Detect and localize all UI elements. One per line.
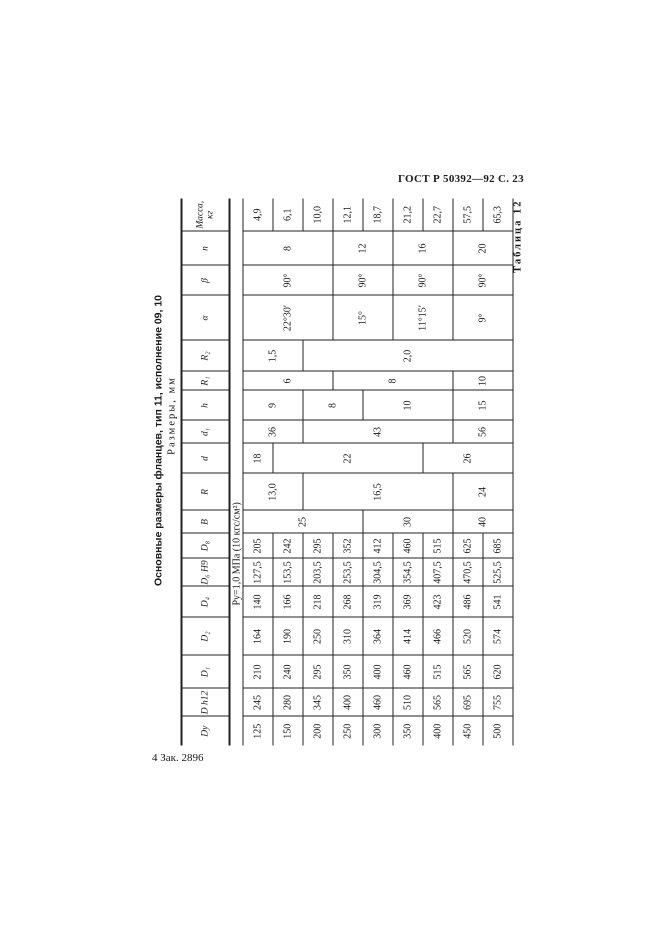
table-cell: 460: [393, 655, 423, 688]
table-cell: 125: [243, 716, 273, 745]
merged-cell: 56: [453, 420, 513, 443]
table-cell: 407,5: [423, 558, 453, 586]
merged-cell: 12: [333, 231, 393, 265]
merged-cell: 18: [243, 443, 273, 473]
rotated-table-block: [150, 195, 525, 745]
table-cell: 510: [393, 688, 423, 716]
table-cell: 515: [423, 533, 453, 558]
table-cell: 245: [243, 688, 273, 716]
table-label: Таблица 12: [512, 199, 523, 273]
merged-cell: 90°: [243, 265, 333, 295]
mass-cell: 10,0: [303, 198, 333, 231]
merged-cell: 1,5: [243, 340, 303, 371]
merged-cell: 9°: [453, 295, 513, 340]
header-row: [181, 198, 229, 745]
column-header: α: [181, 295, 229, 340]
table-cell: 304,5: [363, 558, 393, 586]
table-cell: 268: [333, 586, 363, 617]
column-header: R: [181, 473, 229, 510]
column-header: Масса, кг: [181, 198, 229, 231]
table-cell: 210: [243, 655, 273, 688]
table-cell: 242: [273, 533, 303, 558]
table-cell: 150: [273, 716, 303, 745]
table-cell: 310: [333, 617, 363, 655]
merged-cell: 40: [453, 510, 513, 533]
merged-cell: 2,0: [303, 340, 513, 371]
merged-cell: 10: [453, 371, 513, 390]
table-cell: 250: [333, 716, 363, 745]
column-header: D h12: [181, 688, 229, 716]
table-cell: 470,5: [453, 558, 483, 586]
table-cell: 164: [243, 617, 273, 655]
page-header: ГОСТ Р 50392—92 С. 23: [398, 173, 524, 185]
column-header: D₂: [181, 617, 229, 655]
column-header: Dу: [181, 716, 229, 745]
mass-cell: 21,2: [393, 198, 423, 231]
merged-cell: 11°15′: [393, 295, 453, 340]
table-cell: 127,5: [243, 558, 273, 586]
column-header: D₆ H9: [181, 558, 229, 586]
table-title: Основные размеры фланцев, тип 11, исполнение 09, 10: [152, 294, 164, 586]
column-header: β: [181, 265, 229, 295]
table-cell: 280: [273, 688, 303, 716]
table-cell: 520: [453, 617, 483, 655]
table-cell: 500: [483, 716, 513, 745]
footer-note: 4 Зак. 2896: [152, 752, 204, 764]
column-header: R₂: [181, 340, 229, 371]
column-header: B: [181, 510, 229, 533]
merged-cell: 30: [363, 510, 453, 533]
table-cell: 369: [393, 586, 423, 617]
mass-cell: 65,3: [483, 198, 513, 231]
table-cell: 565: [453, 655, 483, 688]
table-cell: 253,5: [333, 558, 363, 586]
table-cell: 354,5: [393, 558, 423, 586]
table-cell: 350: [393, 716, 423, 745]
merged-cell: 16,5: [303, 473, 453, 510]
merged-cell: 90°: [333, 265, 393, 295]
table-cell: 153,5: [273, 558, 303, 586]
merged-cell: 22: [273, 443, 423, 473]
table-cell: 450: [453, 716, 483, 745]
table-cell: 200: [303, 716, 333, 745]
table-cell: 755: [483, 688, 513, 716]
table-cell: 319: [363, 586, 393, 617]
table-cell: 166: [273, 586, 303, 617]
mass-cell: 57,5: [453, 198, 483, 231]
table-cell: 300: [363, 716, 393, 745]
table-cell: 350: [333, 655, 363, 688]
table-cell: 400: [333, 688, 363, 716]
table-cell: 695: [453, 688, 483, 716]
table-cell: 620: [483, 655, 513, 688]
column-header: D₁: [181, 655, 229, 688]
table-subtitle: Размеры, мм: [166, 375, 177, 455]
column-header: D₈: [181, 533, 229, 558]
mass-cell: 22,7: [423, 198, 453, 231]
merged-cell: 25: [243, 510, 363, 533]
merged-cell: 26: [423, 443, 513, 473]
table-cell: 466: [423, 617, 453, 655]
column-header: d: [181, 443, 229, 473]
merged-cell: 90°: [453, 265, 513, 295]
table-cell: 205: [243, 533, 273, 558]
table-cell: 352: [333, 533, 363, 558]
table-cell: 423: [423, 586, 453, 617]
table-cell: 345: [303, 688, 333, 716]
merged-cell: 90°: [393, 265, 453, 295]
column-header: h: [181, 390, 229, 420]
table-cell: 685: [483, 533, 513, 558]
merged-cell: 8: [333, 371, 453, 390]
table-cell: 414: [393, 617, 423, 655]
column-header: d₁: [181, 420, 229, 443]
merged-cell: 15°: [333, 295, 393, 340]
merged-cell: 16: [393, 231, 453, 265]
table-cell: 565: [423, 688, 453, 716]
merged-cell: 9: [243, 390, 303, 420]
table-cell: 218: [303, 586, 333, 617]
column-header: n: [181, 231, 229, 265]
table-cell: 625: [453, 533, 483, 558]
table-cell: 364: [363, 617, 393, 655]
table-cell: 250: [303, 617, 333, 655]
table-cell: 140: [243, 586, 273, 617]
column-header: R₁: [181, 371, 229, 390]
table-cell: 400: [423, 716, 453, 745]
column-header: D₄: [181, 586, 229, 617]
merged-cell: 20: [453, 231, 513, 265]
table-cell: 574: [483, 617, 513, 655]
table-cell: 486: [453, 586, 483, 617]
table-cell: 412: [363, 533, 393, 558]
table-row: [243, 198, 273, 745]
mass-cell: 12,1: [333, 198, 363, 231]
merged-cell: 24: [453, 473, 513, 510]
mass-cell: 4,9: [243, 198, 273, 231]
table-cell: 240: [273, 655, 303, 688]
table-cell: 295: [303, 655, 333, 688]
merged-cell: 8: [303, 390, 363, 420]
pressure-label: Pу=1,0 МПа (10 кгс/см²): [229, 198, 243, 745]
merged-cell: 15: [453, 390, 513, 420]
merged-cell: 10: [363, 390, 453, 420]
table-cell: 460: [363, 688, 393, 716]
pressure-row: [229, 198, 243, 745]
table-cell: 525,5: [483, 558, 513, 586]
merged-cell: 6: [243, 371, 333, 390]
table-cell: 190: [273, 617, 303, 655]
table-cell: 515: [423, 655, 453, 688]
mass-cell: 18,7: [363, 198, 393, 231]
table-cell: 541: [483, 586, 513, 617]
merged-cell: 13,0: [243, 473, 303, 510]
merged-cell: 43: [303, 420, 453, 443]
table-cell: 295: [303, 533, 333, 558]
table-cell: 460: [393, 533, 423, 558]
merged-cell: 36: [243, 420, 303, 443]
flange-dimensions-table: [180, 198, 513, 745]
merged-cell: 22°30′: [243, 295, 333, 340]
table-cell: 203,5: [303, 558, 333, 586]
merged-cell: 8: [243, 231, 333, 265]
table-cell: 400: [363, 655, 393, 688]
mass-cell: 6,1: [273, 198, 303, 231]
